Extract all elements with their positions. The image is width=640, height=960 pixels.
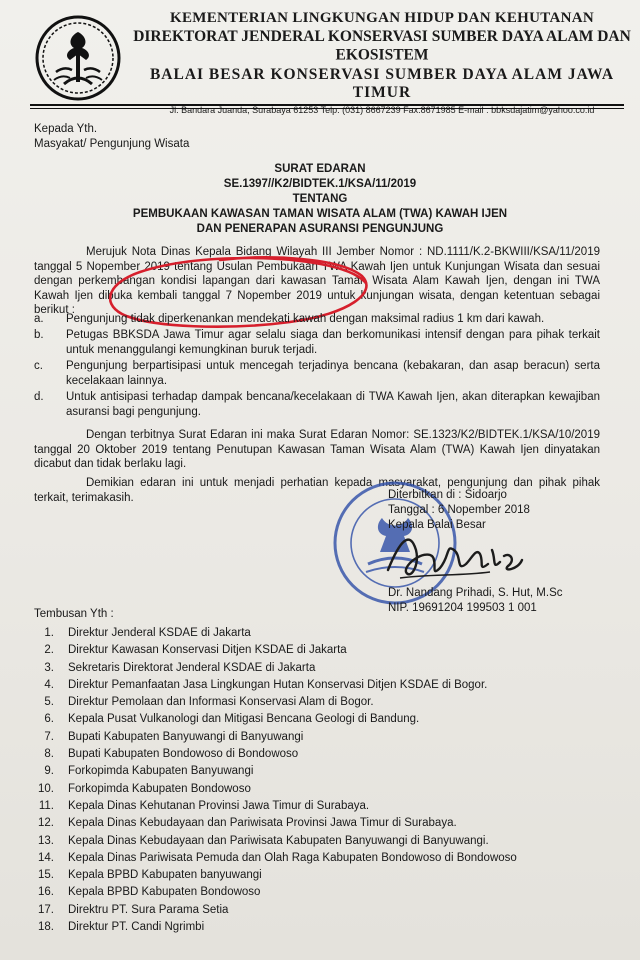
condition-item-b bbox=[34, 328, 600, 358]
ministry-logo-icon bbox=[34, 14, 122, 102]
condition-label: b. bbox=[34, 329, 44, 341]
signatory-name: Dr. Nandang Prihadi, S. Hut, M.Sc bbox=[388, 587, 563, 599]
letterhead-address: Jl. Bandara Juanda, Surabaya 61253 Telp. (031) 8667239 Fax.8671985 E-mail : bbksdajatim@yahoo.co.id bbox=[169, 105, 595, 115]
letterhead-ministry: KEMENTERIAN LINGKUNGAN HIDUP DAN KEHUTANAN bbox=[169, 10, 594, 26]
signatory-nip: NIP. 19691204 199503 1 001 bbox=[388, 602, 537, 614]
signature-position: Kepala Balai Besar bbox=[388, 519, 486, 531]
letter-type: SURAT EDARAN bbox=[274, 163, 366, 175]
letterhead bbox=[132, 10, 632, 115]
letter-number: SE.1397//K2/BIDTEK.1/KSA/11/2019 bbox=[223, 178, 417, 190]
condition-label: c. bbox=[34, 360, 43, 372]
body-paragraph-2: Dengan terbitnya Surat Edaran ini maka Surat Edaran Nomor: SE.1323/K2/BIDTEK.1/KSA/10/2019 tanggal 20 Oktober 2019 tentang Penutupan Kawasan Taman Wisata Alam (TWA) Kawah Ijen dinyatakan dicabut dan tidak berlaku lagi. bbox=[34, 429, 600, 470]
signature-place: Diterbitkan di : Sidoarjo bbox=[388, 489, 507, 501]
document-page: KEMENTERIAN LINGKUNGAN HIDUP DAN KEHUTANAN DIREKTORAT JENDERAL KONSERVASI SUMBER DAYA ALAM DAN EKOSISTEM BALAI BESAR KONSERVASI SUMBER DAYA ALAM JAWA TIMUR Jl. Bandara Juanda, Surabaya 61253 Telp. (031) 8667239 Fax.8671985 E-mail : bbksdajatim@yahoo.co.id Kepada Yth. Masyakat/ Pengunjung Wisata SURAT EDARAN SE.1397//K2/BIDTEK.1/KSA/11/2019 TENTANG PEMBUKAAN KAWASAN TAMAN WISATA ALAM (TWA) KAWAH IJEN DAN PENERAPAN ASURANSI PENGUNJUNG Merujuk Nota Dinas Kepala Bidang Wilayah III Jember Nomor : ND.1111/K.2-BKWIII/KSA/11/2019 tanggal 5 Nopember 2019 tentang Usulan Pembukaan TWA Kawah Ijen untuk Kunjungan Wisata dan sesuai dengan perkembangan kondisi lapangan dari kawasan Taman Wisata Alam Kawah Ijen, dengan ini TWA Kawah Ijen dibuka kembali tanggal 7 Nopember 2019 untuk kunjungan wisata, dengan ketentuan sebagai berikut : a. Pengunjung tidak diperkenankan mendekati kawah dengan maksimal radius 1 km dari kawah. b. Petugas BBKSDA Jawa Timur agar selalu siaga dan berkomunikasi intensif dengan para pihak terkait untuk menanggulangi kemungkinan buruk terjadi. c. Pengunjung berpartisipasi untuk mencegah terjadinya bencana (kebakaran, dan asap beracun) serta kecelakaan lainnya. d. Untuk antisipasi terhadap dampak bencana/kecelakaan di TWA Kawah Ijen, akan diterapkan kewajiban asuransi bagi pengunjung. Dengan terbitnya Surat Edaran ini maka Surat Edaran Nomor: SE.1323/K2/BIDTEK.1/KSA/10/2019 tanggal 20 Oktober 2019 tentang Penutupan Kawasan Taman Wisata Alam (TWA) Kawah Ijen dinyatakan dicabut dan tidak berlaku lagi. Demikian edaran ini untuk menjadi perhatian kepada masyarakat, pengunjung dan pihak pihak terkait, terimakasih. Diterbitkan di : Sidoarjo Tanggal : 6 Nopember 2018 Kepala Balai Besar Dr. Nandang Prihadi, S. Hut, M.Sc NIP. 19691204 199503 1 001 Tembusan Yth : 1. Direktur Jenderal KSDAE di Jakarta 2. Direktur Kawasan Konservasi Ditjen KSDAE di Jakarta 3. Sekretaris Direktorat Jenderal KSDAE di Jakarta 4. Direktur Pemanfaatan Jasa Lingkungan Hutan Konservasi Ditjen KSDAE di Bogor. 5. Direktur Pemolaan dan Informasi Konservasi Alam di Bogor. 6. Kepala Pusat Vulkanologi dan Mitigasi Bencana Geologi di Bandung. 7. Bupati Kabupaten Banyuwangi di Banyuwangi 8. Bupati Kabupaten Bondowoso di Bondowoso 9. Forkopimda Kabupaten Banyuwangi 10. Forkopimda Kabupaten Bondowoso 11. Kepala Dinas Kehutanan Provinsi Jawa Timur di Surabaya. 12. Kepala Dinas Kebudayaan dan Pariwisata Provinsi Jawa Timur di Surabaya. 13. Kepala Dinas Kebudayaan dan Pariwisata Kabupaten Banyuwangi di Banyuwangi. 14. Kepala Dinas Pariwisata Pemuda dan Olah Raga Kabupaten Bondowoso di Bondowoso 15. Kepala BPBD Kabupaten banyuwangi 16. Kepala BPBD Kabupaten Bondowoso 17. Direktru PT. Sura Parama Setia 18. Direktur PT. Candi Ngrimbi bbox=[0, 0, 640, 960]
condition-label: a. bbox=[34, 313, 44, 325]
letterhead-office: BALAI BESAR KONSERVASI SUMBER DAYA ALAM JAWA TIMUR bbox=[149, 66, 615, 101]
letter-about: TENTANG bbox=[292, 193, 348, 205]
signature-date: Tanggal : 6 Nopember 2018 bbox=[388, 504, 530, 516]
letter-subject-2: DAN PENERAPAN ASURANSI PENGUNJUNG bbox=[196, 223, 444, 235]
condition-text: Petugas BBKSDA Jawa Timur agar selalu siaga dan berkomunikasi intensif dengan para pihak terkait untuk menanggulangi kemungkinan buruk terjadi. bbox=[66, 329, 600, 356]
condition-text: Untuk antisipasi terhadap dampak bencana/kecelakaan di TWA Kawah Ijen, akan diterapkan kewajiban asuransi bagi pengunjung. bbox=[66, 391, 600, 418]
letterhead-rule-thin bbox=[30, 108, 624, 109]
letter-subject-1: PEMBUKAAN KAWASAN TAMAN WISATA ALAM (TWA) KAWAH IJEN bbox=[132, 208, 508, 220]
letterhead-rule-thick bbox=[30, 104, 624, 106]
condition-label: d. bbox=[34, 391, 44, 403]
condition-text: Pengunjung berpartisipasi untuk mencegah terjadinya bencana (kebakaran, dan asap beracun) serta kecelakaan lainnya. bbox=[66, 360, 600, 387]
condition-item-c bbox=[34, 359, 600, 389]
handwritten-signature-icon bbox=[380, 520, 530, 590]
body-paragraph-1: Merujuk Nota Dinas Kepala Bidang Wilayah III Jember Nomor : ND.1111/K.2-BKWIII/KSA/11/2019 tanggal 5 Nopember 2019 tentang Usulan Pembukaan TWA Kawah Ijen untuk Kunjungan Wisata dan sesuai dengan perkembangan kondisi lapangan dari kawasan Taman Wisata Alam Kawah Ijen, dengan ini TWA Kawah Ijen dibuka kembali tanggal 7 Nopember 2019 untuk kunjungan wisata, dengan ketentuan sebagai berikut : bbox=[34, 246, 600, 316]
condition-text: Pengunjung tidak diperkenankan mendekati kawah dengan maksimal radius 1 km dari kawah. bbox=[66, 313, 545, 325]
condition-item-a bbox=[34, 312, 600, 327]
addressee-line1: Kepada Yth. bbox=[34, 123, 98, 135]
addressee-line2: Masyakat/ Pengunjung Wisata bbox=[34, 138, 190, 150]
condition-item-d bbox=[34, 390, 600, 420]
body-paragraph-3: Demikian edaran ini untuk menjadi perhatian kepada masyarakat, pengunjung dan pihak pihak terkait, terimakasih. bbox=[34, 477, 600, 504]
cc-heading: Tembusan Yth : bbox=[34, 608, 114, 620]
letterhead-directorate: DIREKTORAT JENDERAL KONSERVASI SUMBER DAYA ALAM DAN EKOSISTEM bbox=[133, 27, 631, 64]
